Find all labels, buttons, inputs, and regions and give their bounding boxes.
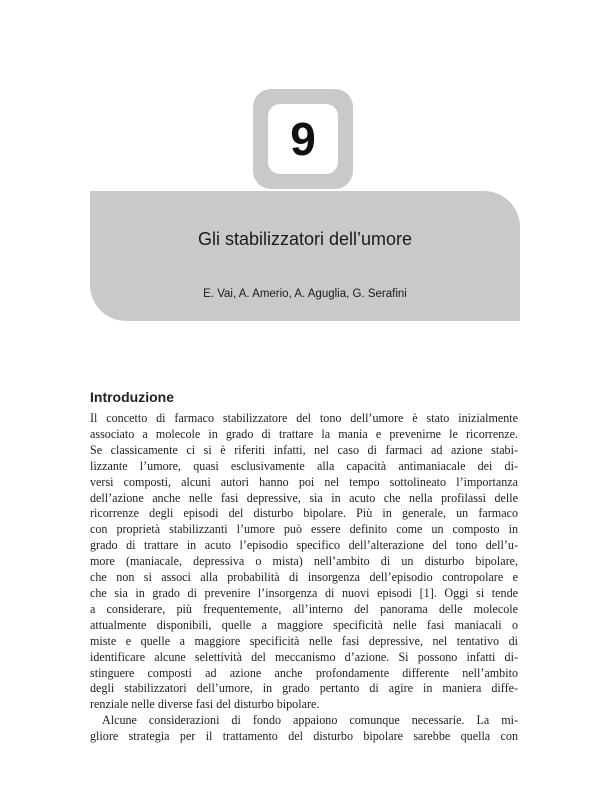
text-line: che non si associ alla probabilità di insorgenza dell’episodio contropolare e (90, 570, 518, 585)
text-line: miste e quelle a maggiore specificità nelle fasi depressive, nel tentativo di (90, 633, 518, 648)
section-heading: Introduzione (90, 389, 174, 405)
text-line: che sia in grado di prevenire l’insorgenza di nuovi episodi [1]. Oggi si tende (90, 585, 518, 600)
text-line: versi composti, alcuni autori hanno poi nel tempo sottolineato l’importanza (90, 474, 518, 489)
body-text (90, 411, 518, 745)
text-line: renziale nelle diverse fasi del disturbo bipolare. (90, 697, 320, 712)
text-line: identificare alcune selettività del meccanismo d’azione. Si possono infatti di- (90, 649, 518, 664)
chapter-header-band (90, 191, 520, 321)
text-line: attualmente disponibili, quelle a maggiore specificità nelle fasi maniacali o (90, 617, 518, 632)
text-line: lizzante l’umore, quasi esclusivamente alla capacità antimaniacale dei di- (90, 458, 518, 473)
text-line: gliore strategia per il trattamento del disturbo bipolare sarebbe quella con (90, 729, 518, 744)
text-line: stinguere composti ad azione anche profondamente differente nell’ambito (90, 665, 518, 680)
text-line: Il concetto di farmaco stabilizzatore del tono dell’umore è stato inizialmente (90, 411, 518, 425)
text-line: dell’azione anche nelle fasi depressive, sia in acuto che nella profilassi delle (90, 490, 518, 505)
text-line: ricorrenze degli episodi del disturbo bipolare. Più in generale, un farmaco (90, 506, 518, 521)
chapter-number: 9 (268, 104, 338, 174)
chapter-title: Gli stabilizzatori dell’umore (197, 229, 413, 249)
paragraph-1 (90, 411, 518, 713)
text-line: associato a molecole in grado di trattare la mania e prevenirne le ricorrenze. (90, 426, 518, 441)
text-line: Alcune considerazioni di fondo appaiono comunque necessarie. La mi- (102, 713, 518, 728)
text-line: a considerare, più frequentemente, all’interno del panorama delle molecole (90, 601, 518, 616)
text-line: grado di trattare in acuto l’episodio specifico dell’alterazione del tono dell’u- (90, 538, 518, 553)
text-line: con proprietà stabilizzanti l’umore può essere definito come un composto in (90, 522, 518, 537)
text-line: degli stabilizzatori dell’umore, in grado pertanto di agire in maniera diffe- (90, 681, 518, 696)
text-line: Se classicamente ci si è riferiti infatti, nel caso di farmaci ad azione stabi- (90, 442, 518, 457)
text-line: more (maniacale, depressiva o mista) nell’ambito di un disturbo bipolare, (90, 554, 518, 569)
chapter-authors: E. Vai, A. Amerio, A. Aguglia, G. Serafini (203, 288, 407, 300)
paragraph-2 (90, 713, 518, 745)
